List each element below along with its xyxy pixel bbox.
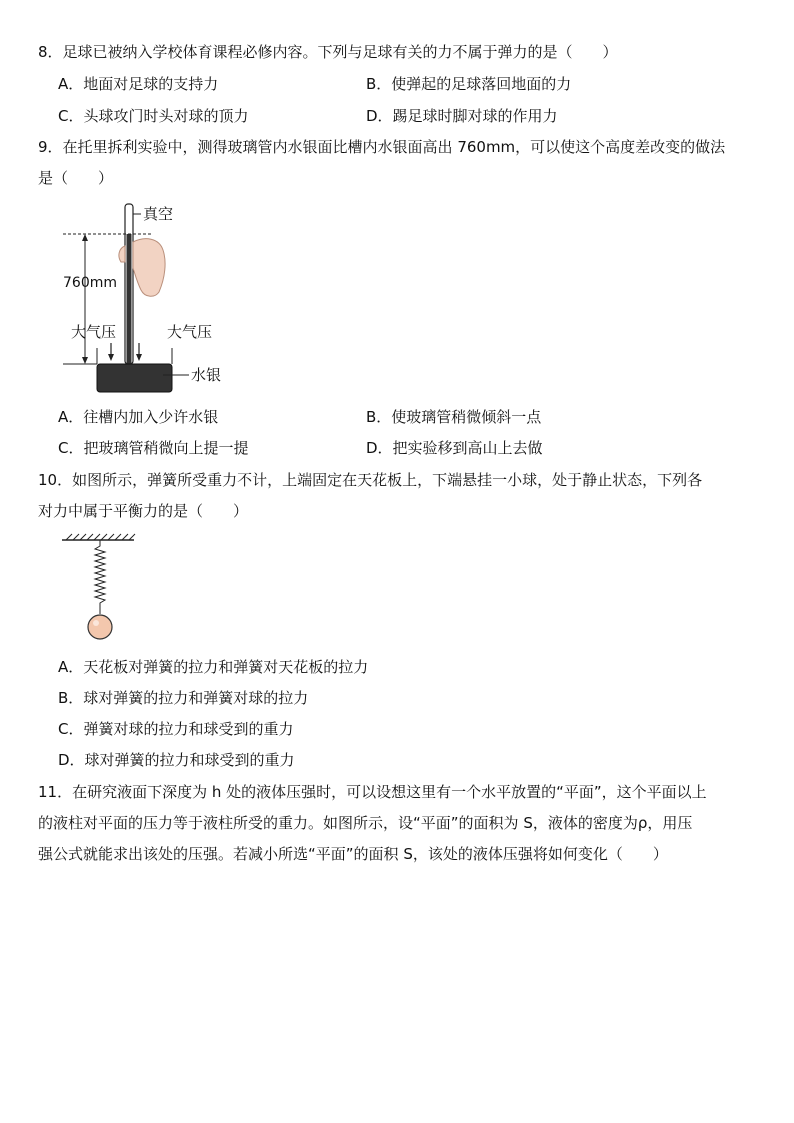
ball [88,615,112,639]
spring-figure [58,532,142,644]
label-atm-right: 大气压 [167,323,213,341]
q10-option-d: D．球对弹簧的拉力和球受到的重力 [58,751,295,769]
q9-option-b: B．使玻璃管稍微倾斜一点 [366,408,542,426]
q10-option-b: B．球对弹簧的拉力和弹簧对球的拉力 [58,689,309,707]
ceiling-hatching [66,534,135,540]
q8-option-c: C．头球攻门时头对球的顶力 [58,107,249,125]
q11-stem-line1: 11．在研究液面下深度为 h 处的液体压强时，可以设想这里有一个水平放置的“平面”，这个平面以上 [38,783,707,801]
label-mercury: 水银 [191,366,222,384]
thumb-illustration [119,246,125,262]
height-arrow-bottom-head [82,357,88,364]
q8-stem: 8．足球已被纳入学校体育课程必修内容。下列与足球有关的力不属于弹力的是（ ） [38,43,618,61]
q8-option-b: B．使弹起的足球落回地面的力 [366,75,572,93]
label-height: 760mm [63,275,117,291]
q10-stem-line2: 对力中属于平衡力的是（ ） [38,502,249,520]
q10-option-a: A．天花板对弹簧的拉力和弹簧对天花板的拉力 [58,658,369,676]
spring [95,540,105,614]
label-atm-left: 大气压 [71,323,117,341]
q10-stem-line1: 10．如图所示，弹簧所受重力不计，上端固定在天花板上，下端悬挂一小球，处于静止状态，下列各 [38,471,703,489]
q9-stem-line2: 是（ ） [38,169,114,187]
q9-option-d: D．把实验移到高山上去做 [366,439,543,457]
q11-stem-line3: 强公式就能求出该处的压强。若减小所选“平面”的面积 S，该处的液体压强将如何变化（ ） [38,845,668,863]
mercury-trough [97,364,172,392]
hand-illustration [133,239,165,297]
q10-option-c: C．弹簧对球的拉力和球受到的重力 [58,720,294,738]
mercury-column [127,234,132,364]
height-arrow-top-head [82,234,88,241]
ball-highlight [93,620,99,626]
q9-stem-line1: 9．在托里拆利实验中，测得玻璃管内水银面比槽内水银面高出 760mm，可以使这个高度差改变的做法 [38,138,726,156]
torricelli-figure [55,198,235,398]
atm-arrow-right-head [136,354,142,361]
atm-arrow-left-head [108,354,114,361]
q9-option-c: C．把玻璃管稍微向上提一提 [58,439,249,457]
label-vacuum: 真空 [143,205,174,223]
q9-option-a: A．往槽内加入少许水银 [58,408,219,426]
q8-option-d: D．踢足球时脚对球的作用力 [366,107,558,125]
q11-stem-line2: 的液柱对平面的压力等于液柱所受的重力。如图所示，设“平面”的面积为 S，液体的密度为ρ，用压 [38,814,693,832]
q8-option-a: A．地面对足球的支持力 [58,75,219,93]
